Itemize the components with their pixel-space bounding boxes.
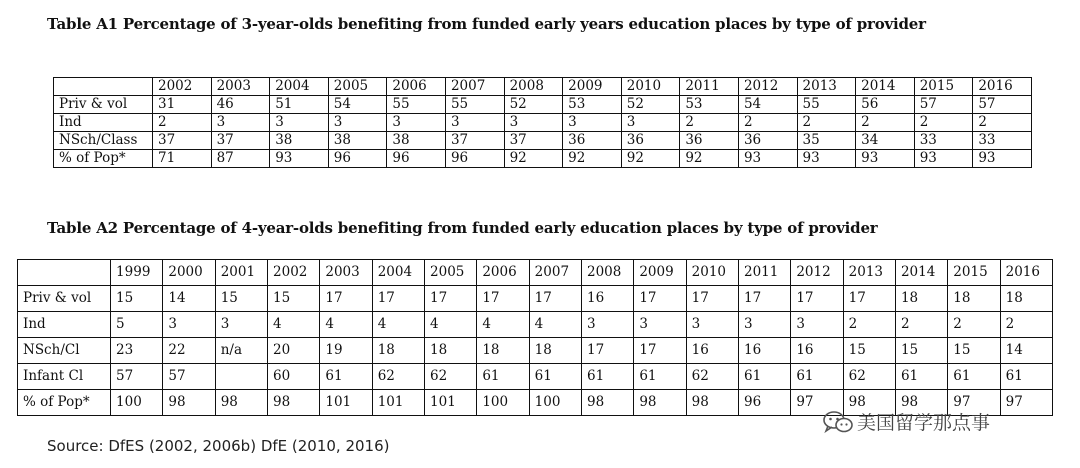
table-cell: 17 — [582, 338, 634, 364]
table-cell: 57 — [914, 96, 973, 114]
table-cell: 34 — [856, 132, 915, 150]
table-cell: 2004 — [372, 260, 424, 286]
table-cell: 2 — [973, 114, 1032, 132]
table-header-row — [18, 260, 1053, 286]
table-cell: 2008 — [504, 78, 563, 96]
table-cell: 2005 — [425, 260, 477, 286]
table-cell: 100 — [529, 390, 581, 416]
table-cell: 62 — [425, 364, 477, 390]
row-label-cell: % of Pop* — [18, 390, 111, 416]
table-cell: 2 — [914, 114, 973, 132]
table-cell: 17 — [320, 286, 372, 312]
table-cell: 62 — [372, 364, 424, 390]
table-cell: 61 — [320, 364, 372, 390]
table-cell: 16 — [686, 338, 738, 364]
table-cell: 33 — [973, 132, 1032, 150]
row-label-cell: Ind — [18, 312, 111, 338]
table-cell: 57 — [973, 96, 1032, 114]
row-label-cell — [54, 78, 153, 96]
table-cell: 3 — [791, 312, 843, 338]
row-label-cell: Ind — [54, 114, 153, 132]
table-cell: 2 — [895, 312, 947, 338]
table-cell: 35 — [797, 132, 856, 150]
table-cell: 15 — [111, 286, 163, 312]
table-cell: 2 — [843, 312, 895, 338]
table-cell: 17 — [529, 286, 581, 312]
watermark — [823, 408, 990, 435]
table-cell: 3 — [582, 312, 634, 338]
table-cell: 2014 — [856, 78, 915, 96]
table-cell: 51 — [270, 96, 329, 114]
table-cell: 3 — [163, 312, 215, 338]
table-cell: 101 — [372, 390, 424, 416]
table-cell: 17 — [791, 286, 843, 312]
table-cell: 97 — [948, 390, 1000, 416]
table-cell: 3 — [328, 114, 387, 132]
table-cell: 54 — [328, 96, 387, 114]
table-cell: 3 — [686, 312, 738, 338]
table-cell: 38 — [270, 132, 329, 150]
table-cell: 55 — [387, 96, 446, 114]
table-row — [54, 96, 1032, 114]
table-cell: 55 — [797, 96, 856, 114]
table-cell: 37 — [153, 132, 212, 150]
table-cell: 71 — [153, 150, 212, 168]
table-cell: 23 — [111, 338, 163, 364]
table-cell: 2010 — [686, 260, 738, 286]
table-cell: 16 — [791, 338, 843, 364]
table-cell: 100 — [111, 390, 163, 416]
table-cell: 2007 — [445, 78, 504, 96]
table-cell: 57 — [163, 364, 215, 390]
table-row — [18, 286, 1053, 312]
source-note: Source: DfES (2002, 2006b) DfE (2010, 2016) — [47, 437, 390, 455]
table-cell: 2007 — [529, 260, 581, 286]
table-row — [54, 132, 1032, 150]
row-label-cell — [18, 260, 111, 286]
table-cell: 53 — [680, 96, 739, 114]
table-cell: 2016 — [973, 78, 1032, 96]
table-cell: 2000 — [163, 260, 215, 286]
table-cell: 3 — [621, 114, 680, 132]
table-cell: 36 — [563, 132, 622, 150]
table-cell: 2010 — [621, 78, 680, 96]
table-cell: 2006 — [477, 260, 529, 286]
table-cell: 3 — [563, 114, 622, 132]
table-cell: 2015 — [948, 260, 1000, 286]
row-label-cell: Infant Cl — [18, 364, 111, 390]
table-cell: 3 — [387, 114, 446, 132]
table-cell: 17 — [372, 286, 424, 312]
table-row — [54, 114, 1032, 132]
table-cell: 2015 — [914, 78, 973, 96]
table-cell: 15 — [215, 286, 267, 312]
table-cell: 15 — [843, 338, 895, 364]
table-cell: 2002 — [268, 260, 320, 286]
table-cell: 52 — [621, 96, 680, 114]
table-cell: 36 — [680, 132, 739, 150]
table-cell: 4 — [477, 312, 529, 338]
table-cell: 62 — [843, 364, 895, 390]
table-cell: 2003 — [211, 78, 270, 96]
table-cell: 101 — [425, 390, 477, 416]
table-cell: 2006 — [387, 78, 446, 96]
table-cell: 93 — [973, 150, 1032, 168]
table-cell: 38 — [387, 132, 446, 150]
table-cell: 2 — [1000, 312, 1052, 338]
table-cell: 2012 — [791, 260, 843, 286]
table-cell: 17 — [843, 286, 895, 312]
table-cell: 2008 — [582, 260, 634, 286]
table-cell: 61 — [1000, 364, 1052, 390]
table-cell: 3 — [738, 312, 790, 338]
table-cell: 4 — [320, 312, 372, 338]
table-cell: 61 — [738, 364, 790, 390]
table-cell: 2002 — [153, 78, 212, 96]
table-cell: 5 — [111, 312, 163, 338]
table-cell: 18 — [425, 338, 477, 364]
table-cell: 18 — [372, 338, 424, 364]
table-cell: 2013 — [843, 260, 895, 286]
table-cell: 2005 — [328, 78, 387, 96]
table-cell: 18 — [529, 338, 581, 364]
table-cell: 3 — [634, 312, 686, 338]
table-cell: 62 — [686, 364, 738, 390]
table-row — [54, 150, 1032, 168]
table-cell: 2 — [948, 312, 1000, 338]
table-cell: 2009 — [634, 260, 686, 286]
table-cell: 36 — [738, 132, 797, 150]
table-cell: 1999 — [111, 260, 163, 286]
table-cell: 16 — [738, 338, 790, 364]
table-cell: 60 — [268, 364, 320, 390]
table-cell: 54 — [738, 96, 797, 114]
table-cell: 56 — [856, 96, 915, 114]
table-cell: 2 — [153, 114, 212, 132]
table-cell: 93 — [856, 150, 915, 168]
table-cell: 98 — [895, 390, 947, 416]
table-cell: 18 — [1000, 286, 1052, 312]
row-label-cell: Priv & vol — [18, 286, 111, 312]
wechat-icon — [823, 410, 853, 434]
table-cell: 93 — [738, 150, 797, 168]
table-cell: 98 — [843, 390, 895, 416]
table-cell: 98 — [268, 390, 320, 416]
table-cell: 14 — [1000, 338, 1052, 364]
table-cell: 17 — [686, 286, 738, 312]
table-cell: 61 — [948, 364, 1000, 390]
table-a1 — [53, 77, 1032, 168]
table-cell: 2003 — [320, 260, 372, 286]
table-cell: 46 — [211, 96, 270, 114]
table-cell: 97 — [791, 390, 843, 416]
table-cell: 2 — [680, 114, 739, 132]
table-row — [18, 338, 1053, 364]
table-cell: 61 — [634, 364, 686, 390]
table-cell: 87 — [211, 150, 270, 168]
table-cell: 17 — [477, 286, 529, 312]
table-cell: 93 — [914, 150, 973, 168]
table-cell: 36 — [621, 132, 680, 150]
table-cell: 18 — [895, 286, 947, 312]
table-cell: 101 — [320, 390, 372, 416]
table-cell: 2012 — [738, 78, 797, 96]
table-cell: 14 — [163, 286, 215, 312]
table-cell: 53 — [563, 96, 622, 114]
table-cell: 17 — [634, 338, 686, 364]
table-cell: 98 — [686, 390, 738, 416]
table-header-row — [54, 78, 1032, 96]
table-cell: 3 — [211, 114, 270, 132]
table-a2-caption: Table A2 Percentage of 4-year-olds benefiting from funded early education places by type of provider — [47, 219, 878, 237]
table-cell: 4 — [372, 312, 424, 338]
table-cell: 20 — [268, 338, 320, 364]
table-cell: 37 — [445, 132, 504, 150]
table-cell: 3 — [504, 114, 563, 132]
table-cell: 61 — [529, 364, 581, 390]
table-cell: 92 — [680, 150, 739, 168]
table-cell: n/a — [215, 338, 267, 364]
table-a2 — [17, 259, 1053, 416]
table-cell: 16 — [582, 286, 634, 312]
table-cell: 100 — [477, 390, 529, 416]
table-cell: 98 — [215, 390, 267, 416]
table-cell: 37 — [504, 132, 563, 150]
table-cell: 98 — [634, 390, 686, 416]
table-row — [18, 312, 1053, 338]
table-cell: 38 — [328, 132, 387, 150]
table-cell: 2011 — [738, 260, 790, 286]
table-cell: 4 — [529, 312, 581, 338]
table-cell: 55 — [445, 96, 504, 114]
table-cell: 92 — [563, 150, 622, 168]
table-cell: 2 — [797, 114, 856, 132]
table-cell: 37 — [211, 132, 270, 150]
table-cell: 4 — [425, 312, 477, 338]
table-cell: 2 — [856, 114, 915, 132]
table-row — [18, 364, 1053, 390]
table-cell: 33 — [914, 132, 973, 150]
table-cell: 61 — [477, 364, 529, 390]
table-cell: 52 — [504, 96, 563, 114]
table-cell: 15 — [948, 338, 1000, 364]
table-cell: 98 — [582, 390, 634, 416]
table-cell: 17 — [634, 286, 686, 312]
table-cell: 2011 — [680, 78, 739, 96]
table-cell: 22 — [163, 338, 215, 364]
table-cell: 2004 — [270, 78, 329, 96]
table-cell: 92 — [504, 150, 563, 168]
table-cell: 61 — [895, 364, 947, 390]
table-cell: 96 — [445, 150, 504, 168]
table-cell: 2014 — [895, 260, 947, 286]
row-label-cell: % of Pop* — [54, 150, 153, 168]
table-a1-caption: Table A1 Percentage of 3-year-olds benefiting from funded early years education places by type of provider — [47, 15, 926, 33]
table-cell: 93 — [797, 150, 856, 168]
table-cell: 19 — [320, 338, 372, 364]
table-cell: 96 — [738, 390, 790, 416]
table-cell: 2016 — [1000, 260, 1052, 286]
table-cell: 3 — [270, 114, 329, 132]
table-cell: 61 — [791, 364, 843, 390]
table-cell: 96 — [387, 150, 446, 168]
table-cell: 15 — [268, 286, 320, 312]
row-label-cell: NSch/Class — [54, 132, 153, 150]
table-cell: 17 — [425, 286, 477, 312]
row-label-cell: Priv & vol — [54, 96, 153, 114]
table-cell: 15 — [895, 338, 947, 364]
table-cell: 2009 — [563, 78, 622, 96]
table-cell: 98 — [163, 390, 215, 416]
table-cell: 18 — [477, 338, 529, 364]
table-cell: 31 — [153, 96, 212, 114]
table-cell: 93 — [270, 150, 329, 168]
table-cell: 4 — [268, 312, 320, 338]
table-cell: 2 — [738, 114, 797, 132]
table-cell — [215, 364, 267, 390]
table-cell: 96 — [328, 150, 387, 168]
table-cell: 2001 — [215, 260, 267, 286]
table-cell: 17 — [738, 286, 790, 312]
row-label-cell: NSch/Cl — [18, 338, 111, 364]
watermark-text: 美国留学那点事 — [857, 412, 991, 434]
table-cell: 3 — [445, 114, 504, 132]
table-cell: 2013 — [797, 78, 856, 96]
table-cell: 18 — [948, 286, 1000, 312]
table-cell: 3 — [215, 312, 267, 338]
table-cell: 92 — [621, 150, 680, 168]
table-cell: 97 — [1000, 390, 1052, 416]
table-cell: 57 — [111, 364, 163, 390]
table-cell: 61 — [582, 364, 634, 390]
